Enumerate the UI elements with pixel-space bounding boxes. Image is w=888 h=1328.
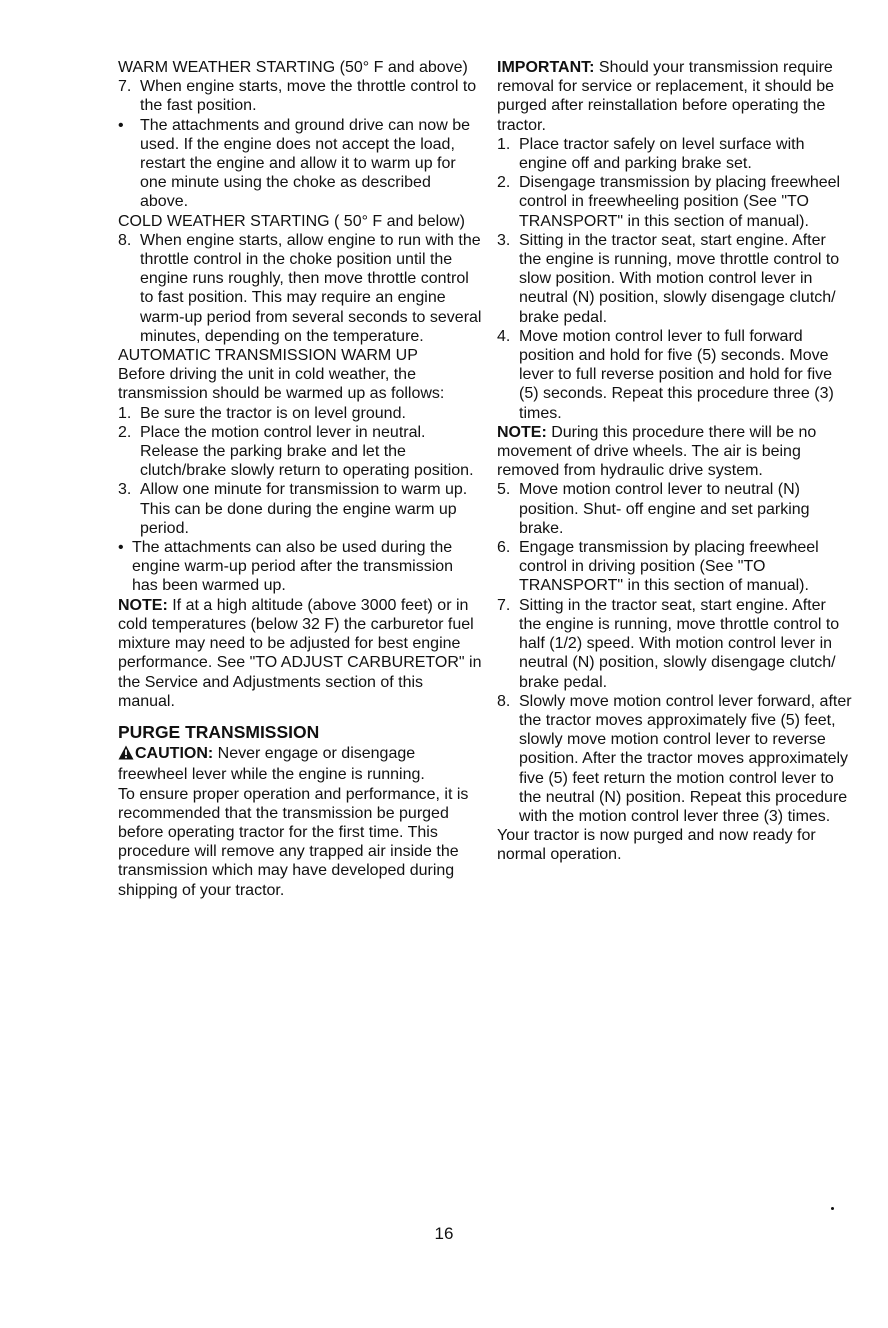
step-text: Engage transmission by placing freewheel control in driving position (See "TO TRANSPORT" in this section of manual). xyxy=(519,539,819,595)
auto-step-3 xyxy=(118,480,483,538)
warning-triangle-icon xyxy=(118,745,134,765)
step-number: 4. xyxy=(497,327,511,345)
step-text: Sitting in the tractor seat, start engine. After the engine is running, move throttle control to slow position. With motion control lever in neutral (N) position, slowly disengage clutch/ brake pedal. xyxy=(519,231,840,326)
step-number: 2. xyxy=(497,174,511,192)
caution-text: Never engage or disengage freewheel lever while the engine is running. xyxy=(118,745,425,784)
purge-step-8 xyxy=(497,692,852,826)
bullet-mark: • xyxy=(118,539,124,557)
step-text: Be sure the tractor is on level ground. xyxy=(140,404,406,422)
important-text: Should your transmission require removal for service or replacement, it should be purged after reinstallation before operating the tractor. xyxy=(497,59,835,134)
auto-step-2 xyxy=(118,423,483,481)
step-text: Sitting in the tractor seat, start engine. After the engine is running, move throttle control to half (1/2) speed. With motion control lever in neutral (N) position, slowly disengage clutch/ brake pedal. xyxy=(519,596,840,691)
step-text: Place tractor safely on level surface with engine off and parking brake set. xyxy=(519,135,805,173)
step-number: 1. xyxy=(497,135,511,153)
note-label: NOTE: xyxy=(118,596,168,614)
purge-step-1 xyxy=(497,135,852,173)
note-text: During this procedure there will be no movement of drive wheels. The air is being removed from hydraulic drive system. xyxy=(497,423,817,480)
step-text: Disengage transmission by placing freewheel control in freewheeling position (See "TO TRANSPORT" in this section of manual). xyxy=(519,174,841,230)
step-number: 5. xyxy=(497,481,511,499)
auto-step-1 xyxy=(118,404,483,423)
important-label: IMPORTANT: xyxy=(497,59,595,76)
step-number: 1. xyxy=(118,404,132,422)
step-number: 7. xyxy=(497,596,511,614)
step-number: 6. xyxy=(497,539,511,557)
step-text: Allow one minute for transmission to warm up. This can be done during the engine warm up period. xyxy=(140,481,468,537)
purge-step-3 xyxy=(497,231,852,327)
page-mark xyxy=(831,1207,834,1210)
purge-step-6 xyxy=(497,538,852,596)
purge-step-2 xyxy=(497,173,852,231)
step-text: When engine starts, move the throttle control to the fast position. xyxy=(140,78,477,115)
warm-bullet xyxy=(118,116,483,212)
bullet-text: The attachments and ground drive can now be used. If the engine does not accept the load, restart the engine and allow it to warm up for one minute using the choke as described above. xyxy=(140,116,470,211)
purge-step-5 xyxy=(497,480,852,538)
step-text: When engine starts, allow engine to run with the throttle control in the choke position until the engine runs roughly, then move throttle control to fast position. This may require an engine warm-up period from several seconds to several minutes, depending on the temperature. xyxy=(140,231,482,345)
step-number: 8. xyxy=(497,692,511,710)
step-number: 3. xyxy=(497,231,511,249)
bullet-text: The attachments can also be used during the engine warm-up period after the transmission has been warmed up. xyxy=(132,539,454,595)
page-number: 16 xyxy=(434,1224,454,1243)
important-paragraph xyxy=(497,58,852,135)
step-text: Move motion control lever to neutral (N) position. Shut- off engine and set parking brake. xyxy=(519,481,810,537)
purge-step-7 xyxy=(497,596,852,692)
bullet-mark: • xyxy=(118,116,124,134)
step-number: 2. xyxy=(118,423,132,441)
step-text: Move motion control lever to full forward position and hold for five (5) seconds. Move lever to full reverse position and hold for five (5) seconds. Repeat this procedure three (3) times. xyxy=(519,327,834,422)
purge-transmission-title: PURGE TRANSMISSION xyxy=(118,721,320,742)
right-column xyxy=(497,58,852,865)
note-text: If at a high altitude (above 3000 feet) or in cold temperatures (below 32 F) the carburetor fuel mixture may need to be adjusted for best engine performance. See "TO ADJUST CARBURETOR" in the Service and Adjustments section of this manual. xyxy=(118,596,482,710)
warm-weather-heading: WARM WEATHER STARTING (50° F and above) xyxy=(118,59,468,76)
caution-paragraph xyxy=(118,744,483,784)
auto-transmission-heading: AUTOMATIC TRANSMISSION WARM UP xyxy=(118,347,418,365)
purge-intro-paragraph: To ensure proper operation and performance, it is recommended that the transmission be purged before operating tractor for the first time. This procedure will remove any trapped air inside the transmission which may have developed during shipping of your tractor. xyxy=(118,785,469,899)
note-paragraph xyxy=(497,423,852,481)
step-number: 3. xyxy=(118,481,132,499)
note-paragraph xyxy=(118,596,483,711)
cold-step-8 xyxy=(118,231,483,346)
purge-step-4 xyxy=(497,327,852,423)
cold-weather-heading: COLD WEATHER STARTING ( 50° F and below) xyxy=(118,212,465,230)
left-column xyxy=(118,58,483,900)
closing-paragraph: Your tractor is now purged and now ready for normal operation. xyxy=(497,827,816,864)
step-number: 7. xyxy=(118,78,132,96)
note-label: NOTE: xyxy=(497,423,547,441)
step-number: 8. xyxy=(118,231,132,249)
caution-label: CAUTION: xyxy=(135,745,214,763)
auto-bullet xyxy=(118,538,483,596)
warm-step-7 xyxy=(118,77,483,115)
step-text: Place the motion control lever in neutral. Release the parking brake and let the clutch/brake slowly return to operating position. xyxy=(140,423,474,480)
auto-intro-paragraph: Before driving the unit in cold weather, the transmission should be warmed up as follows: xyxy=(118,366,445,403)
step-text: Slowly move motion control lever forward, after the tractor moves approximately five (5) feet, slowly move motion control lever to reverse position. After the tractor moves approximately five (5) feet return the motion control lever to the neutral (N) position. Repeat this procedure with the motion control lever three (3) times. xyxy=(519,692,852,825)
